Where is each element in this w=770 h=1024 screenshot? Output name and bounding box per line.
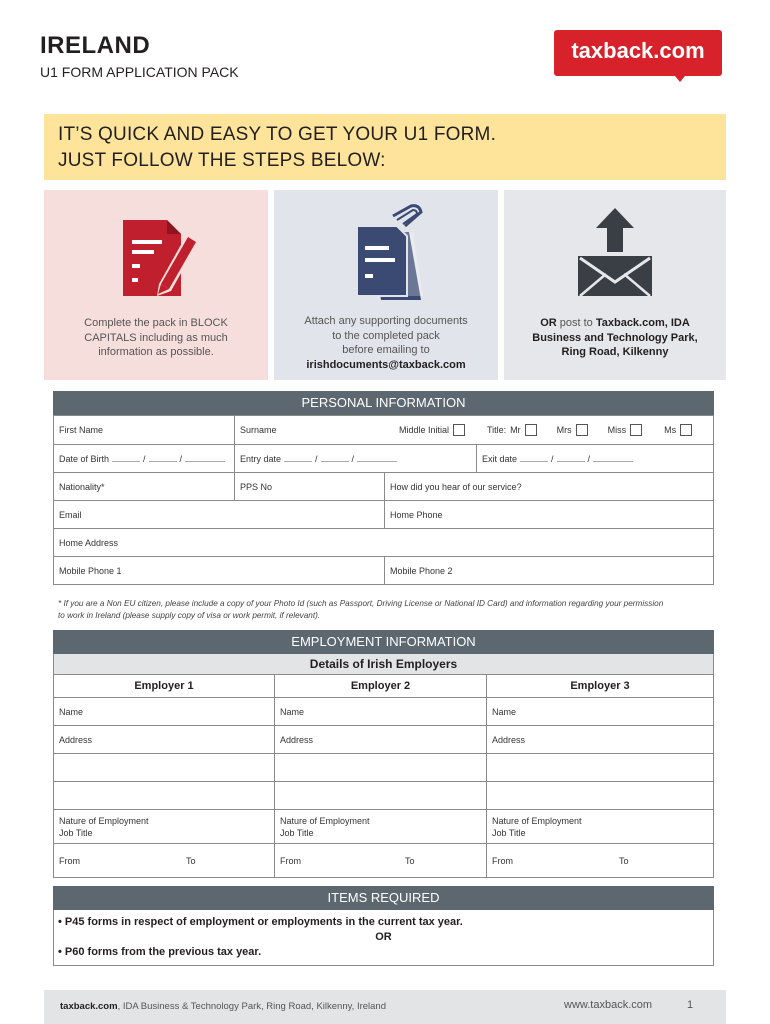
- step-3-text: OR post to Taxback.com, IDA Business and Technology Park, Ring Road, Kilkenny: [532, 317, 698, 358]
- employer-2-address-line-2[interactable]: [274, 754, 486, 781]
- dob-field[interactable]: Date of Birth / /: [54, 445, 234, 472]
- row-names: [54, 416, 713, 444]
- pen-on-document-icon: [101, 204, 211, 308]
- entry-date-field[interactable]: Entry date / /: [234, 445, 476, 472]
- employer-address-row: [54, 725, 713, 753]
- page-title: IRELAND: [40, 32, 151, 59]
- footer-website-link[interactable]: www.taxback.com: [564, 999, 653, 1011]
- employment-info-heading: EMPLOYMENT INFORMATION: [53, 630, 714, 654]
- logo-tail: [670, 70, 690, 82]
- items-required-heading: ITEMS REQUIRED: [53, 886, 714, 910]
- employer-2-address-field[interactable]: Address: [274, 726, 486, 753]
- row-dates: [54, 444, 713, 472]
- step-post: [504, 190, 726, 380]
- attached-documents-icon: [331, 204, 441, 308]
- nationality-field[interactable]: Nationality*: [59, 481, 105, 492]
- employer-dates-row: [54, 843, 713, 877]
- employer-address-row-3: [54, 781, 713, 809]
- step-attach-documents: [274, 190, 498, 380]
- home-address-field[interactable]: Home Address: [59, 537, 119, 548]
- employers-subheading: Details of Irish Employers: [53, 654, 714, 674]
- personal-info-heading: PERSONAL INFORMATION: [53, 391, 714, 415]
- middle-initial-checkbox[interactable]: [453, 424, 465, 436]
- email-address[interactable]: irishdocuments@taxback.com: [306, 358, 466, 371]
- row-nationality: [54, 472, 713, 500]
- surname-field[interactable]: Surname: [234, 416, 394, 444]
- mrs-checkbox[interactable]: [576, 424, 588, 436]
- employment-grid: [53, 674, 714, 878]
- employer-2-name-field[interactable]: Name: [274, 698, 486, 725]
- mobile-phone-2-field[interactable]: Mobile Phone 2: [384, 557, 713, 584]
- banner-line-2: JUST FOLLOW THE STEPS BELOW:: [58, 150, 386, 171]
- row-mobile: [54, 556, 713, 584]
- employer-3-address-field[interactable]: Address: [486, 726, 713, 753]
- logo-text: taxback.com: [571, 38, 705, 63]
- mobile-phone-1-field[interactable]: Mobile Phone 1: [59, 565, 122, 576]
- employer-1-address-line-2[interactable]: [54, 754, 274, 781]
- page-number: 1: [687, 999, 694, 1011]
- employer-3-address-line-3[interactable]: [486, 782, 713, 809]
- ms-checkbox[interactable]: [680, 424, 692, 436]
- items-or: OR: [375, 931, 392, 943]
- intro-banner: [44, 114, 726, 180]
- banner-line-1: IT’S QUICK AND EASY TO GET YOUR U1 FORM.: [58, 124, 497, 145]
- employer-1-nature-field[interactable]: Nature of Employment Job Title: [59, 815, 149, 838]
- step-complete-pack: [44, 190, 268, 380]
- middle-initial-field[interactable]: Middle Initial: [394, 416, 482, 444]
- mr-checkbox[interactable]: [525, 424, 537, 436]
- item-p45: • P45 forms in respect of employment or employments in the current tax year.: [58, 916, 463, 928]
- taxback-logo: [554, 30, 726, 82]
- employer-3-dates-field[interactable]: From To: [486, 844, 713, 877]
- title-options: Title: Mr Mrs Miss Ms: [482, 416, 713, 444]
- first-name-field[interactable]: First Name: [59, 425, 104, 435]
- employer-headers: [54, 675, 713, 697]
- footer-address: taxback.com, IDA Business & Technology Park, Ring Road, Kilkenny, Ireland: [60, 1001, 386, 1012]
- employer-1-address-field[interactable]: Address: [59, 734, 93, 745]
- personal-info-grid: [53, 415, 714, 585]
- employer-1-header: Employer 1: [134, 680, 194, 692]
- step-2-text: Attach any supporting documents to the completed pack before emailing to irishdocuments@taxback.com: [284, 314, 488, 372]
- item-p60: • P60 forms from the previous tax year.: [58, 946, 262, 958]
- non-eu-note: * If you are a Non EU citizen, please include a copy of your Photo Id (such as Passport, Driving License or National ID Card) and information regarding your permission to work in Ireland (please supply copy of visa or work permit, if relevant).: [58, 599, 664, 620]
- upload-envelope-icon: [560, 204, 670, 308]
- items-required-box: [53, 910, 714, 966]
- miss-checkbox[interactable]: [630, 424, 642, 436]
- employer-3-name-field[interactable]: Name: [486, 698, 713, 725]
- row-contact: [54, 500, 713, 528]
- exit-date-field[interactable]: Exit date / /: [476, 445, 713, 472]
- employer-nature-row: [54, 809, 713, 843]
- employer-2-nature-field[interactable]: Nature of Employment Job Title: [274, 810, 486, 843]
- employer-3-address-line-2[interactable]: [486, 754, 713, 781]
- email-field[interactable]: Email: [59, 509, 82, 520]
- employer-2-header: Employer 2: [274, 675, 486, 697]
- hear-of-service-field[interactable]: How did you hear of our service?: [384, 473, 713, 500]
- home-phone-field[interactable]: Home Phone: [384, 501, 713, 528]
- page-footer: [44, 990, 726, 1024]
- page-subtitle: U1 FORM APPLICATION PACK: [40, 64, 239, 80]
- row-address: [54, 528, 713, 556]
- employer-1-name-field[interactable]: Name: [59, 706, 84, 717]
- pps-field[interactable]: PPS No: [234, 473, 384, 500]
- employer-3-header: Employer 3: [486, 675, 713, 697]
- employer-1-dates-field[interactable]: From To: [59, 855, 196, 866]
- employer-name-row: [54, 697, 713, 725]
- employer-3-nature-field[interactable]: Nature of Employment Job Title: [486, 810, 713, 843]
- step-1-text: Complete the pack in BLOCK CAPITALS including as much information as possible.: [84, 317, 228, 358]
- employer-2-dates-field[interactable]: From To: [274, 844, 486, 877]
- employer-address-row-2: [54, 753, 713, 781]
- employer-1-address-line-3[interactable]: [54, 782, 274, 809]
- employer-2-address-line-3[interactable]: [274, 782, 486, 809]
